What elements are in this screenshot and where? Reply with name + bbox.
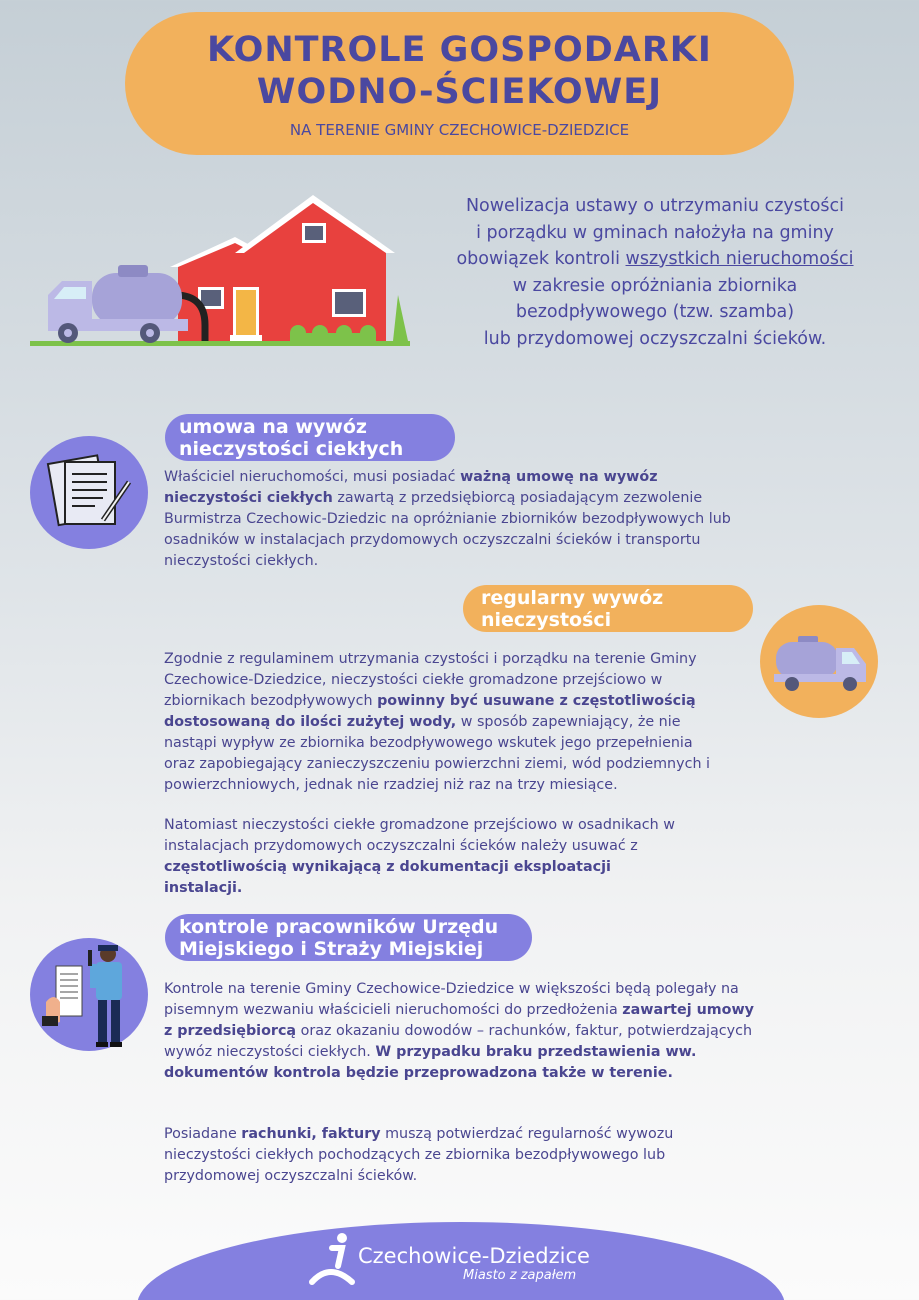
footer-brand: Czechowice-Dziedzice	[358, 1244, 590, 1268]
truck-hub	[146, 329, 154, 337]
footer-tagline: Miasto z zapałem	[463, 1268, 577, 1283]
door-step	[230, 335, 262, 341]
window-right	[335, 292, 363, 314]
truck-icon	[770, 632, 870, 694]
page-subtitle: NA TERENIE GMINY CZECHOWICE-DZIEDZICE	[289, 121, 630, 139]
document-pen-icon	[45, 450, 135, 530]
section2-paragraph2: Natomiast nieczystości ciekłe gromadzone przejściowo w osadnikach w instalacjach przydomowych oczyszczalni ścieków należy usuwać z częstotliwością wynikającą z dokumentacji eksploatacji instalacji.	[164, 817, 675, 896]
section3-paragraph1: Kontrole na terenie Gminy Czechowice-Dziedzice w większości będą polegały na pisemnym wezwaniu właścicieli nieruchomości do przedłożenia zawartej umowy z przedsiębiorcą oraz okazaniu dowodów – rachunków, faktur, potwierdzających wywóz nieczystości ciekłych. W przypadku braku przedstawienia ww. dokumentów kontrola będzie przeprowadzona także w terenie.	[164, 981, 755, 1081]
section3-heading: kontrole pracowników Urzędu Miejskiego i Straży Miejskiej	[165, 914, 532, 961]
grass-strip	[30, 341, 410, 346]
truck-tank	[92, 273, 182, 325]
section2-heading: regularny wywóz nieczystości	[463, 585, 753, 632]
intro-text: Nowelizacja ustawy o utrzymaniu czystości i porządku w gminach nałożyła na gminy obowiązek kontroli wszystkich nieruchomości w zakresie opróżniania zbiornika bezodpływowego (tzw. szamba) lub przydomowej oczyszczalni ścieków.	[456, 196, 854, 349]
section2-paragraph1: Zgodnie z regulaminem utrzymania czystości i porządku na terenie Gminy Czechowice-Dziedzice, nieczystości ciekłe gromadzone przejściowo w zbiornikach bezodpływowych powinny być usuwane z częstotliwością dostosowaną do ilości zużytej wody, w sposób zapewniający, że nie nastąpi wypływ ze zbiornika bezodpływowego wskutek jego przepełnienia oraz zapobiegający zanieczyszczeniu powierzchni ziemi, wód podziemnych i powierzchniowych, jednak nie rzadziej niż raz na trzy miesiące.	[164, 651, 711, 793]
hedge	[290, 333, 376, 341]
house-truck-illustration	[30, 195, 415, 350]
tree	[393, 295, 408, 341]
truck-chassis	[88, 319, 188, 331]
section3-paragraph2: Posiadane rachunki, faktury muszą potwierdzać regularność wywozu nieczystości ciekłych pochodzących ze zbiornika bezodpływowego lub przydomowej oczyszczalni ścieków.	[164, 1126, 674, 1184]
section1-heading: umowa na wywóz nieczystości ciekłych	[165, 414, 455, 461]
city-logo-icon	[308, 1232, 356, 1286]
window-left	[201, 290, 221, 306]
door	[236, 290, 256, 335]
inspector-officer-icon	[40, 942, 135, 1050]
truck-hub	[64, 329, 72, 337]
truck-tank-hatch	[118, 265, 148, 277]
page-title-line1: KONTROLE GOSPODARKI	[207, 30, 712, 70]
attic-window	[305, 226, 323, 240]
page-title-line2: WODNO-ŚCIEKOWEJ	[256, 72, 663, 112]
section1-paragraph: Właściciel nieruchomości, musi posiadać ważną umowę na wywóz nieczystości ciekłych zawartą z przedsiębiorcą posiadającym zezwolenie Burmistrza Czechowic-Dziedzic na opróżnianie zbiorników bezodpływowych lub osadników w instalacjach przydomowych oczyszczalni ścieków i transportu nieczystości ciekłych.	[164, 469, 731, 569]
